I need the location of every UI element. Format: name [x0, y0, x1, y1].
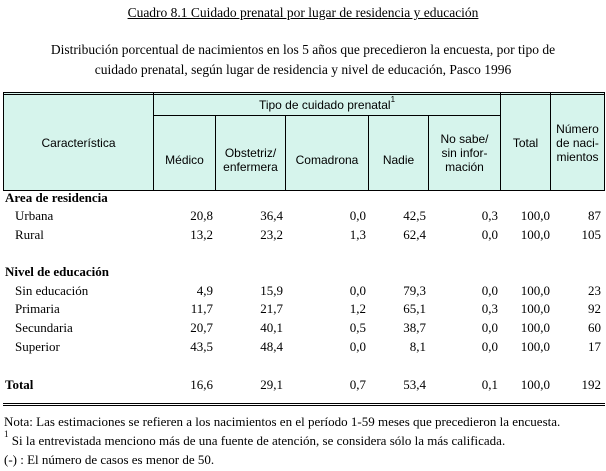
cell-obstetriz: 36,4 — [260, 208, 283, 223]
row-label: Urbana — [15, 208, 54, 223]
cell-nadie: 62,4 — [403, 227, 426, 242]
cell-medico: 20,8 — [190, 208, 213, 223]
header-total: Total — [512, 135, 539, 150]
cell-medico: 16,6 — [190, 377, 213, 392]
header-caracteristica: Característica — [41, 135, 116, 150]
row-label: Superior — [15, 339, 60, 354]
cell-medico: 43,5 — [190, 339, 213, 354]
cell-numero: 92 — [588, 301, 601, 316]
section-label: Nivel de educación — [5, 264, 109, 279]
header-no-sabe: No sabe/ sin infor- mación — [440, 132, 489, 174]
cell-obstetriz: 15,9 — [260, 283, 283, 298]
table-row-sin-educacion — [3, 282, 605, 300]
section-residencia — [3, 189, 605, 207]
cell-numero: 23 — [588, 283, 601, 298]
cell-total: 100,0 — [520, 227, 550, 242]
cell-no-sabe: 0,0 — [481, 320, 498, 335]
note-estimaciones: Nota: Las estimaciones se refieren a los nacimientos en el período 1-59 meses que precedieron la encuesta. — [4, 414, 561, 429]
cell-comadrona: 0,0 — [349, 208, 366, 223]
cell-total: 100,0 — [520, 208, 550, 223]
table-row-rural — [3, 226, 605, 244]
cell-comadrona: 0,0 — [349, 339, 366, 354]
cell-medico: 20,7 — [190, 320, 213, 335]
cell-obstetriz: 23,2 — [260, 227, 283, 242]
cell-no-sabe: 0,0 — [481, 283, 498, 298]
rule-right — [604, 92, 605, 191]
cell-numero: 192 — [581, 377, 601, 392]
rule-top — [3, 92, 605, 93]
cell-obstetriz: 21,7 — [260, 301, 283, 316]
section-educacion — [3, 263, 605, 281]
header-medico: Médico — [165, 153, 204, 167]
header-tipo-cuidado: Tipo de cuidado prenatal$^1$ — [258, 95, 396, 112]
cell-medico: 11,7 — [190, 301, 213, 316]
cell-no-sabe: 0,3 — [481, 208, 498, 223]
cell-nadie: 53,4 — [403, 377, 426, 392]
header-comadrona: Comadrona — [295, 153, 359, 167]
cell-comadrona: 0,7 — [349, 377, 366, 392]
cell-nadie: 42,5 — [403, 208, 426, 223]
cell-numero: 105 — [581, 227, 601, 242]
cell-comadrona: 1,2 — [349, 301, 366, 316]
row-label: Total — [5, 377, 34, 392]
cell-comadrona: 0,0 — [349, 283, 366, 298]
table-subtitle — [0, 40, 606, 80]
footnote-casos: (-) : El número de casos es menor de 50. — [4, 452, 215, 467]
row-label: Primaria — [15, 301, 60, 316]
subtitle-line-2: cuidado prenatal, según lugar de residencia y nivel de educación, Pasco 1996 — [94, 62, 512, 77]
table-row-primaria — [3, 300, 605, 318]
footnote-1: $^1$ Si la entrevistada menciono más de una fuente de atención, se considera sólo la más calificada. — [4, 429, 506, 448]
header-nadie: Nadie — [382, 153, 415, 167]
cell-medico: 13,2 — [190, 227, 213, 242]
cell-numero: 17 — [588, 339, 601, 354]
rule-table-bottom-double — [3, 405, 605, 406]
cell-total: 100,0 — [520, 301, 550, 316]
table-row-superior — [3, 338, 605, 356]
cell-nadie: 65,1 — [403, 301, 426, 316]
section-label: Area de residencia — [5, 190, 108, 205]
cell-obstetriz: 48,4 — [260, 339, 283, 354]
cell-comadrona: 0,5 — [349, 320, 366, 335]
cell-obstetriz: 29,1 — [260, 377, 283, 392]
cell-total: 100,0 — [520, 377, 550, 392]
cell-no-sabe: 0,1 — [481, 377, 498, 392]
cell-medico: 4,9 — [196, 283, 213, 298]
header-obstetriz: Obstetriz/ enfermera — [223, 146, 278, 174]
header-numero-nacimientos: Número de naci- mientos — [556, 121, 599, 164]
cell-no-sabe: 0,0 — [481, 339, 498, 354]
cell-nadie: 79,3 — [403, 283, 426, 298]
cell-numero: 87 — [588, 208, 601, 223]
cell-numero: 60 — [588, 320, 601, 335]
row-label: Rural — [15, 227, 44, 242]
row-label: Sin educación — [15, 283, 89, 298]
rule-table-bottom — [3, 403, 605, 404]
subtitle-line-1: Distribución porcentual de nacimientos en los 5 años que precedieron la encuesta, por tipo de — [50, 42, 556, 57]
row-label: Secundaria — [15, 320, 73, 335]
table-row-total — [3, 376, 605, 394]
cell-nadie: 38,7 — [403, 320, 426, 335]
table-notes — [4, 412, 604, 469]
cell-total: 100,0 — [520, 339, 550, 354]
cell-no-sabe: 0,0 — [481, 227, 498, 242]
cell-comadrona: 1,3 — [349, 227, 366, 242]
cell-total: 100,0 — [520, 320, 550, 335]
cell-total: 100,0 — [520, 283, 550, 298]
cell-nadie: 8,1 — [409, 339, 426, 354]
table-row-secundaria — [3, 319, 605, 337]
table-row-urbana — [3, 207, 605, 225]
cell-no-sabe: 0,3 — [481, 301, 498, 316]
table-title: Cuadro 8.1 Cuidado prenatal por lugar de residencia y educación — [127, 5, 479, 20]
cell-obstetriz: 40,1 — [260, 320, 283, 335]
